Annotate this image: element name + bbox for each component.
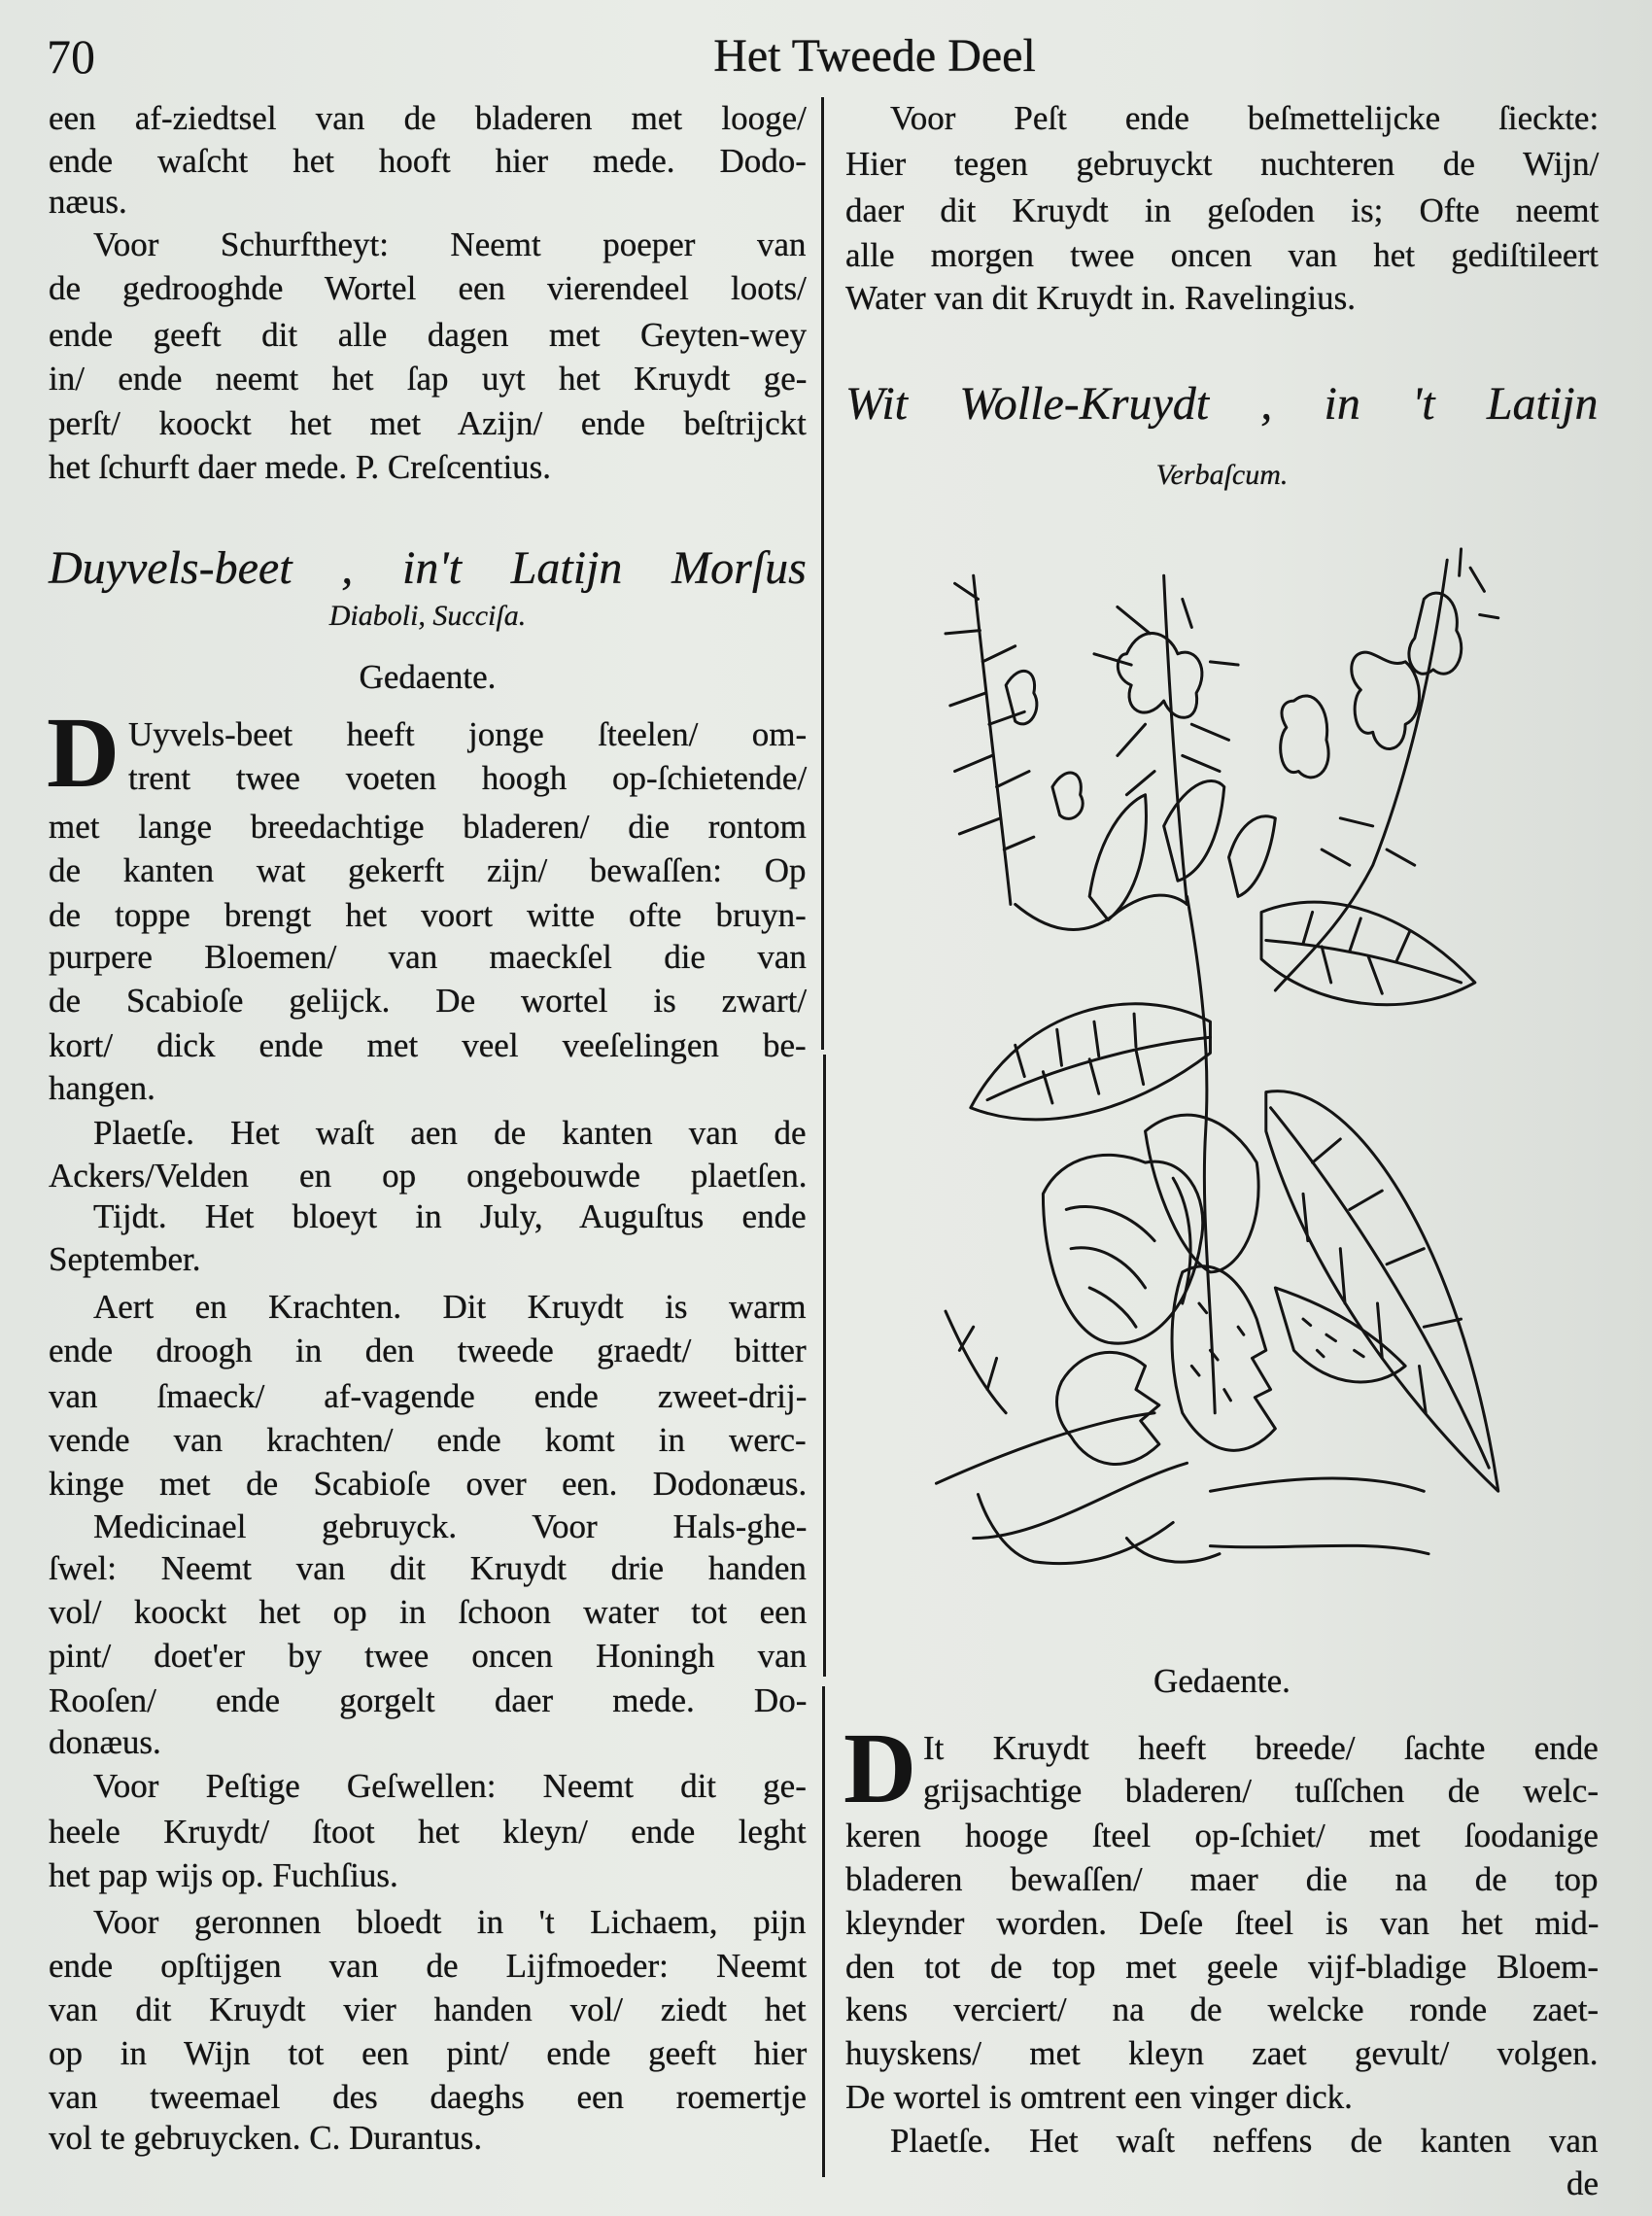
line-text: Tijdt. Het bloeyt in July, Auguſtus ende xyxy=(93,1197,807,1235)
line-text: heele Kruydt/ ſtoot het kleyn/ ende leght xyxy=(49,1813,807,1851)
line-text: Medicinael gebruyck. Voor Hals-ghe- xyxy=(93,1507,808,1545)
text-line xyxy=(890,97,1599,140)
line-text: met lange breedachtige bladeren/ die rontom xyxy=(49,808,807,846)
text-line xyxy=(49,1591,807,1634)
text-line xyxy=(93,224,807,266)
text-line xyxy=(49,1463,807,1506)
text-line xyxy=(93,1901,807,1944)
text-line xyxy=(49,1330,807,1372)
line-text: de toppe brengt het voort witte ofte bruyn- xyxy=(49,896,807,934)
line-text: vende van krachten/ ende komt in werc- xyxy=(49,1421,807,1459)
line-text: Gedaente. xyxy=(359,658,497,696)
line-text: van dit Kruydt vier handen vol/ ziedt het xyxy=(49,1991,807,2028)
line-text: Uyvels-beet heeft jonge ſteelen/ om- xyxy=(128,715,808,753)
line-text: het pap wijs op. Fuchſius. xyxy=(49,1856,398,1894)
line-text: keren hooge ſteel op-ſchiet/ met ſoodanige xyxy=(845,1817,1599,1854)
mullein-woodcut-illustration xyxy=(904,537,1535,1601)
text-line xyxy=(49,140,807,183)
text-line xyxy=(49,2032,807,2075)
line-text: trent twee voeten hoogh op-ſchietende/ xyxy=(128,759,808,797)
text-line xyxy=(49,358,807,400)
line-text: van tweemael des daeghs een roemertje xyxy=(49,2078,807,2116)
text-line xyxy=(923,1727,1599,1770)
line-text: De wortel is omtrent een vinger dick. xyxy=(845,2078,1353,2116)
line-text: næus. xyxy=(49,183,127,221)
text-line xyxy=(49,97,807,140)
text-line xyxy=(49,1547,807,1590)
text-line xyxy=(845,277,1599,320)
line-text: ende waſcht het hooft hier mede. Dodo- xyxy=(49,142,807,180)
text-line xyxy=(49,894,807,937)
text-line xyxy=(93,1112,807,1155)
running-title: Het Tweede Deel xyxy=(713,30,1036,82)
text-line xyxy=(49,980,807,1022)
drop-cap: D xyxy=(47,697,120,809)
text-line xyxy=(49,1945,807,1988)
section-heading xyxy=(845,377,1599,432)
column-divider xyxy=(822,1686,825,2177)
line-text: Aert en Krachten. Dit Kruydt is warm xyxy=(93,1288,807,1326)
text-line xyxy=(128,757,807,800)
text-line xyxy=(49,1024,807,1067)
text-line xyxy=(49,1811,807,1853)
line-text: perſt/ koockt het met Azijn/ ende beſtrijckt xyxy=(49,404,807,442)
line-text: ende geeft dit alle dagen met Geyten-wey xyxy=(49,316,808,354)
text-line xyxy=(49,1854,807,1897)
text-line xyxy=(49,1635,807,1678)
drop-cap: D xyxy=(843,1713,917,1824)
text-line xyxy=(845,1858,1599,1901)
line-text: kort/ dick ende met veel veeſelingen be- xyxy=(49,1026,807,1064)
text-line xyxy=(49,1679,807,1722)
line-text: It Kruydt heeft breede/ ſachte ende xyxy=(923,1729,1599,1767)
text-line xyxy=(845,1902,1599,1945)
text-line xyxy=(890,2120,1599,2163)
text-line xyxy=(49,849,807,892)
line-text: bladeren bewaſſen/ maer die na de top xyxy=(845,1860,1599,1898)
text-line xyxy=(49,1067,807,1110)
text-line xyxy=(845,1946,1599,1989)
line-text: Diaboli, Succiſa. xyxy=(328,600,527,632)
column-divider xyxy=(821,97,824,1050)
line-text: kleynder worden. Deſe ſteel is van het mid- xyxy=(845,1904,1600,1942)
line-text: Hier tegen gebruyckt nuchteren de Wijn/ xyxy=(845,145,1600,183)
column-divider xyxy=(823,1055,826,1677)
text-line xyxy=(49,1419,807,1462)
line-text: van ſmaeck/ af-vagende ende zweet-drij- xyxy=(49,1377,808,1415)
text-line xyxy=(49,402,807,445)
text-line xyxy=(93,1195,807,1238)
line-text: de kanten wat gekerft zijn/ bewaſſen: Op xyxy=(49,851,807,889)
text-line xyxy=(923,1770,1599,1813)
text-line xyxy=(845,2032,1599,2075)
line-text: in/ ende neemt het ſap uyt het Kruydt ge- xyxy=(49,360,808,398)
section-heading xyxy=(49,541,807,596)
text-line xyxy=(93,1286,807,1329)
subsection-heading xyxy=(845,1660,1599,1703)
subsection-heading xyxy=(49,656,807,699)
line-text: Verbaſcum. xyxy=(1155,459,1289,491)
line-text: den tot de top met geele vijf-bladige Bloem- xyxy=(845,1948,1600,1986)
text-line xyxy=(49,181,807,224)
line-text: Voor geronnen bloedt in 't Lichaem, pijn xyxy=(93,1903,807,1941)
text-line xyxy=(845,190,1599,232)
text-line xyxy=(49,2117,807,2160)
line-text: Plaetſe. Het waſt aen de kanten van de xyxy=(93,1114,807,1152)
line-text: kens verciert/ na de welcke ronde zaet- xyxy=(845,1991,1600,2028)
text-line xyxy=(49,267,807,310)
text-line xyxy=(93,1506,807,1548)
line-text: donæus. xyxy=(49,1723,161,1761)
text-line xyxy=(845,1815,1599,1857)
text-line xyxy=(845,143,1599,186)
line-text: pint/ doet'er by twee oncen Honingh van xyxy=(49,1637,808,1675)
line-text: ſwel: Neemt van dit Kruydt drie handen xyxy=(49,1549,807,1587)
latin-name xyxy=(49,595,807,638)
text-line xyxy=(49,1989,807,2031)
line-text: hangen. xyxy=(49,1069,155,1107)
line-text: Wit Wolle-Kruydt , in 't Latijn xyxy=(845,378,1599,430)
text-line xyxy=(49,936,807,979)
latin-name xyxy=(845,454,1599,497)
line-text: daer dit Kruydt in geſoden is; Ofte neemt xyxy=(845,191,1600,229)
line-text: de xyxy=(1566,2164,1599,2202)
page-number: 70 xyxy=(47,29,95,84)
text-line xyxy=(49,1155,807,1197)
text-line xyxy=(845,2163,1599,2205)
line-text: de gedrooghde Wortel een vierendeel loots/ xyxy=(49,269,807,307)
text-line xyxy=(845,234,1599,277)
line-text: September. xyxy=(49,1240,201,1278)
text-line xyxy=(845,1989,1599,2031)
line-text: ende opſtijgen van de Lijfmoeder: Neemt xyxy=(49,1947,808,1985)
line-text: kinge met de Scabioſe over een. Dodonæus. xyxy=(49,1465,808,1503)
text-line xyxy=(128,713,807,756)
line-text: Plaetſe. Het waſt neffens de kanten van xyxy=(890,2122,1599,2160)
line-text: alle morgen twee oncen van het gediſtileert xyxy=(845,236,1599,274)
line-text: Voor Peſtige Geſwellen: Neemt dit ge- xyxy=(93,1767,807,1805)
line-text: grijsachtige bladeren/ tuſſchen de welc- xyxy=(923,1772,1599,1810)
text-line xyxy=(49,1238,807,1281)
text-line xyxy=(93,1765,807,1808)
line-text: ende droogh in den tweede graedt/ bitter xyxy=(49,1332,807,1369)
text-line xyxy=(49,314,807,357)
line-text: Duyvels-beet , in't Latijn Morſus xyxy=(49,542,807,594)
line-text: huyskens/ met kleyn zaet gevult/ volgen. xyxy=(845,2034,1599,2072)
line-text: Water van dit Kruydt in. Ravelingius. xyxy=(845,279,1356,317)
line-text: Voor Schurftheyt: Neemt poeper van xyxy=(93,225,807,263)
text-line xyxy=(49,2076,807,2119)
line-text: vol/ koockt het op in ſchoon water tot een xyxy=(49,1593,808,1631)
line-text: Gedaente. xyxy=(1153,1662,1291,1700)
line-text: het ſchurft daer mede. P. Creſcentius. xyxy=(49,448,552,486)
text-line xyxy=(49,1721,807,1764)
line-text: Rooſen/ ende gorgelt daer mede. Do- xyxy=(49,1681,808,1719)
line-text: een af-ziedtsel van de bladeren met looge/ xyxy=(49,99,807,137)
line-text: purpere Bloemen/ van maeckſel die van xyxy=(49,938,807,976)
line-text: Ackers/Velden en op ongebouwde plaetſen. xyxy=(49,1157,808,1195)
line-text: vol te gebruycken. C. Durantus. xyxy=(49,2119,483,2157)
text-line xyxy=(49,1375,807,1418)
text-line xyxy=(49,446,807,489)
line-text: Voor Peſt ende beſmettelijcke ſieckte: xyxy=(890,99,1600,137)
text-line xyxy=(845,2076,1599,2119)
text-line xyxy=(49,806,807,848)
line-text: op in Wijn tot een pint/ ende geeft hier xyxy=(49,2034,808,2072)
line-text: de Scabioſe gelijck. De wortel is zwart/ xyxy=(49,982,808,1020)
